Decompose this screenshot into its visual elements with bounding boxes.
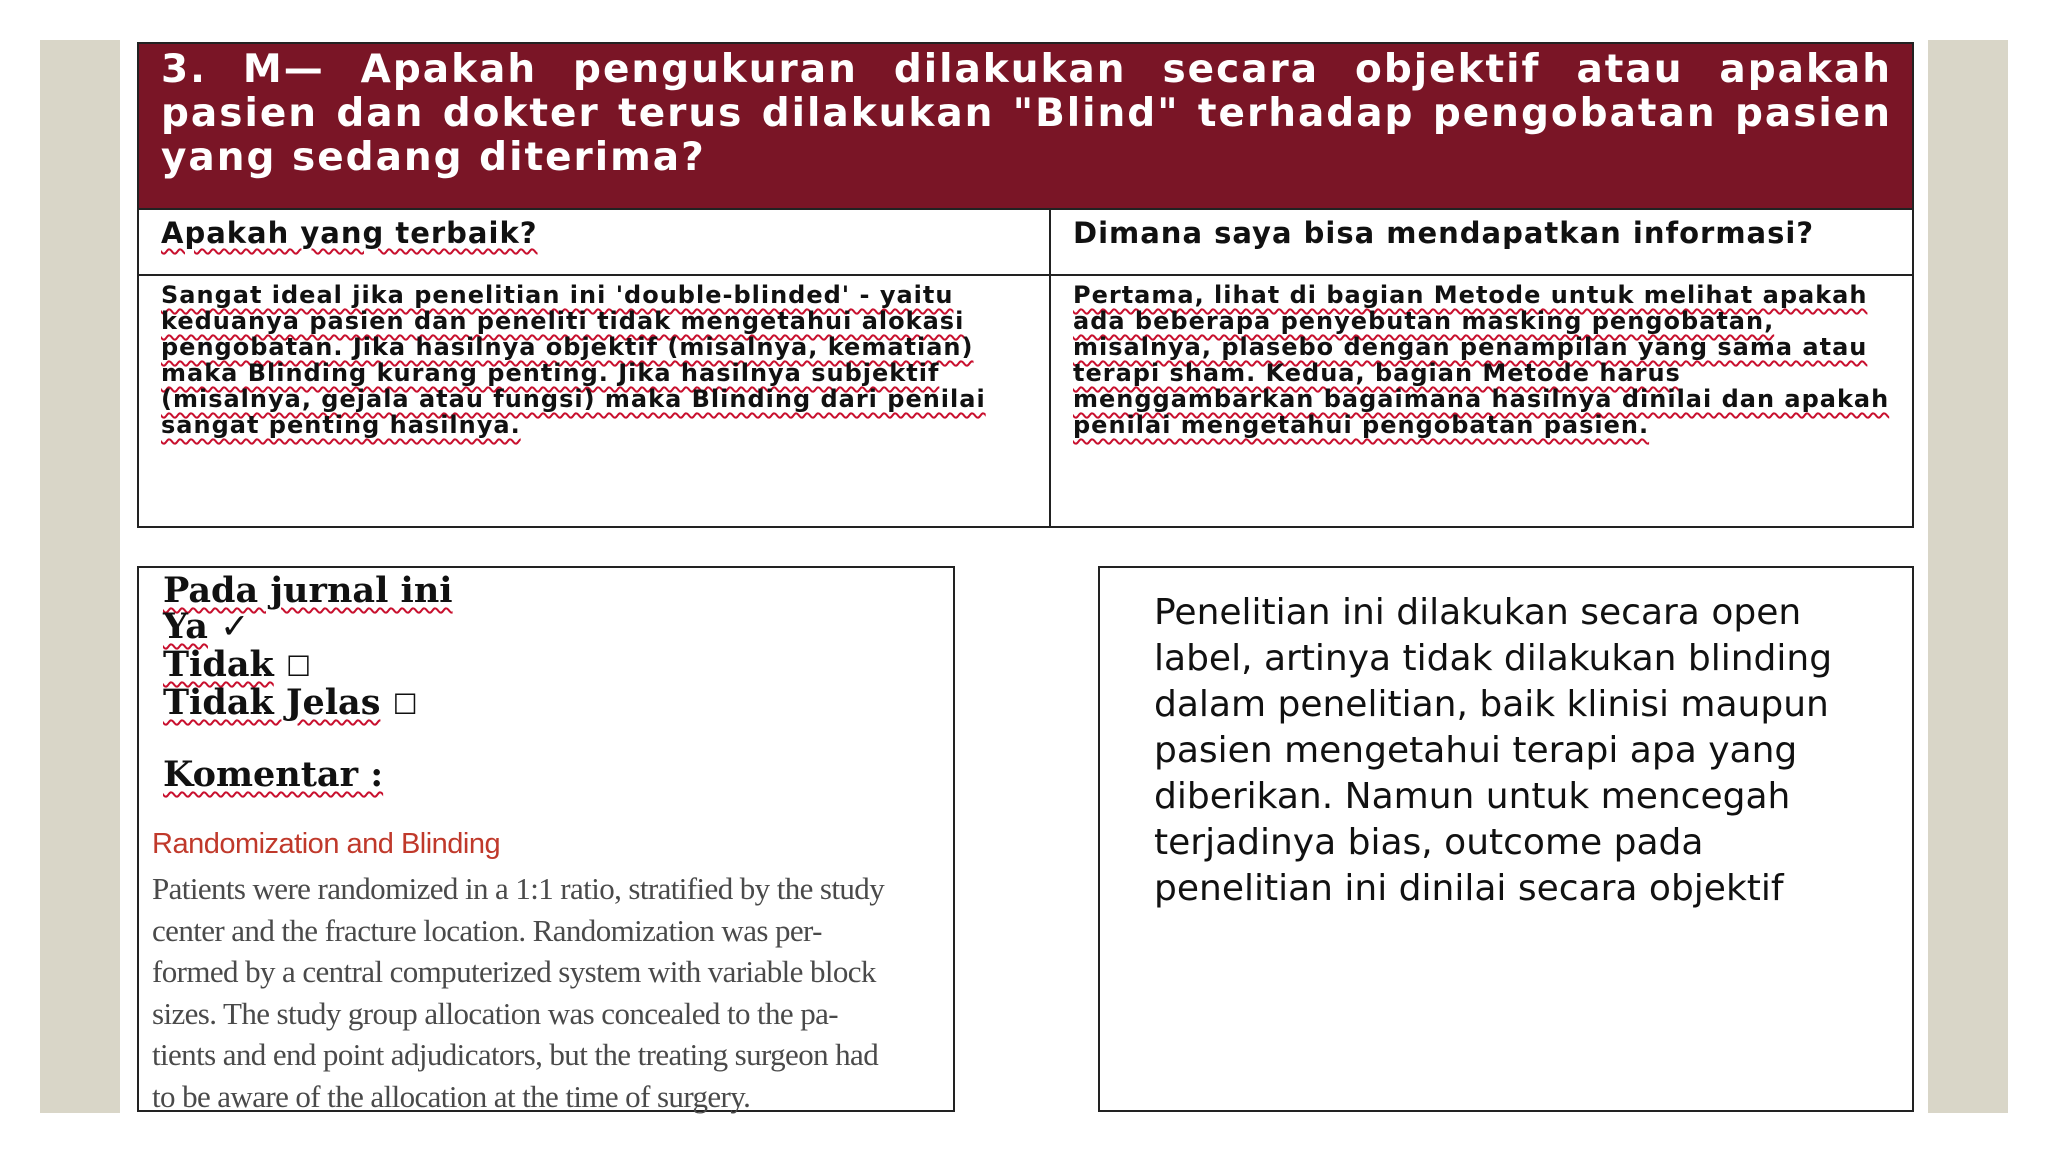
option-tidak-label: Tidak — [163, 644, 274, 685]
comment-box — [1098, 566, 1914, 1112]
checkbox-icon: ☐ — [285, 650, 312, 683]
table-header-where-text: Dimana saya bisa mendapatkan informasi? — [1073, 216, 1815, 250]
excerpt-line: Patients were randomized in a 1:1 ratio, stratified by the study — [152, 871, 885, 906]
option-tidak-jelas — [163, 682, 418, 723]
table-header-where — [1051, 210, 1912, 276]
table-cell-where-text: Pertama, lihat di bagian Metode untuk melihat apakah ada beberapa penyebutan masking pengobatan, misalnya, plasebo dengan penampilan yang sama atau terapi sham. Kedua, bagian Metode harus menggambarkan bagaimana hasilnya dinilai dan apakah penilai mengetahui pengobatan pasien. — [1073, 281, 1890, 439]
table-cell-best — [139, 276, 1051, 526]
excerpt-title: Randomization and Blinding — [152, 828, 501, 860]
excerpt-line: formed by a central computerized system with variable block — [152, 954, 876, 989]
excerpt-line: to be aware of the allocation at the time of surgery. — [152, 1078, 751, 1114]
comment-label — [163, 754, 383, 795]
comment-label-text: Komentar : — [163, 754, 384, 795]
option-tidak — [163, 644, 311, 685]
table-cell-best-text: Sangat ideal jika penelitian ini 'double-blinded' - yaitu keduanya pasien dan peneliti tidak mengetahui alokasi pengobatan. Jika hasilnya objektif (misalnya, kematian) maka Blinding kurang penting. Jika hasilnya subjektif (misalnya, gejala atau fungsi) maka Blinding dari penilai sangat penting hasilnya. — [161, 281, 986, 439]
excerpt-line: sizes. The study group allocation was concealed to the pa- — [152, 995, 839, 1031]
checkbox-icon: ☐ — [392, 688, 418, 721]
question-text: 3. M— Apakah pengukuran dilakukan secara objektif atau apakah pasien dan dokter terus dilakukan "Blind" terhadap pengobatan pasien yang sedang diterima? — [161, 47, 1892, 180]
excerpt-line: center and the fracture location. Randomization was per- — [152, 912, 822, 948]
check-icon: ✓ — [220, 607, 250, 647]
table-cell-where — [1051, 276, 1912, 526]
option-ya-label: Ya — [163, 606, 208, 647]
option-tidak-jelas-label: Tidak Jelas — [163, 682, 381, 723]
excerpt-line: tients and end point adjudicators, but the treating surgeon had — [152, 1037, 879, 1072]
option-ya — [163, 606, 249, 647]
question-header — [137, 42, 1914, 210]
journal-title: Pada jurnal ini — [163, 570, 453, 611]
guidance-table — [137, 210, 1914, 528]
comment-text: Penelitian ini dilakukan secara open label, artinya tidak dilakukan blinding dalam penelitian, baik klinisi maupun pasien mengetahui terapi apa yang diberikan. Namun untuk mencegah terjadinya bias, outcome pada penelitian ini dinilai secara objektif — [1154, 592, 1833, 909]
journal-excerpt — [152, 868, 932, 1117]
table-header-best — [139, 210, 1051, 276]
table-header-best-text: Apakah yang terbaik? — [161, 216, 538, 250]
journal-box — [137, 566, 955, 1112]
